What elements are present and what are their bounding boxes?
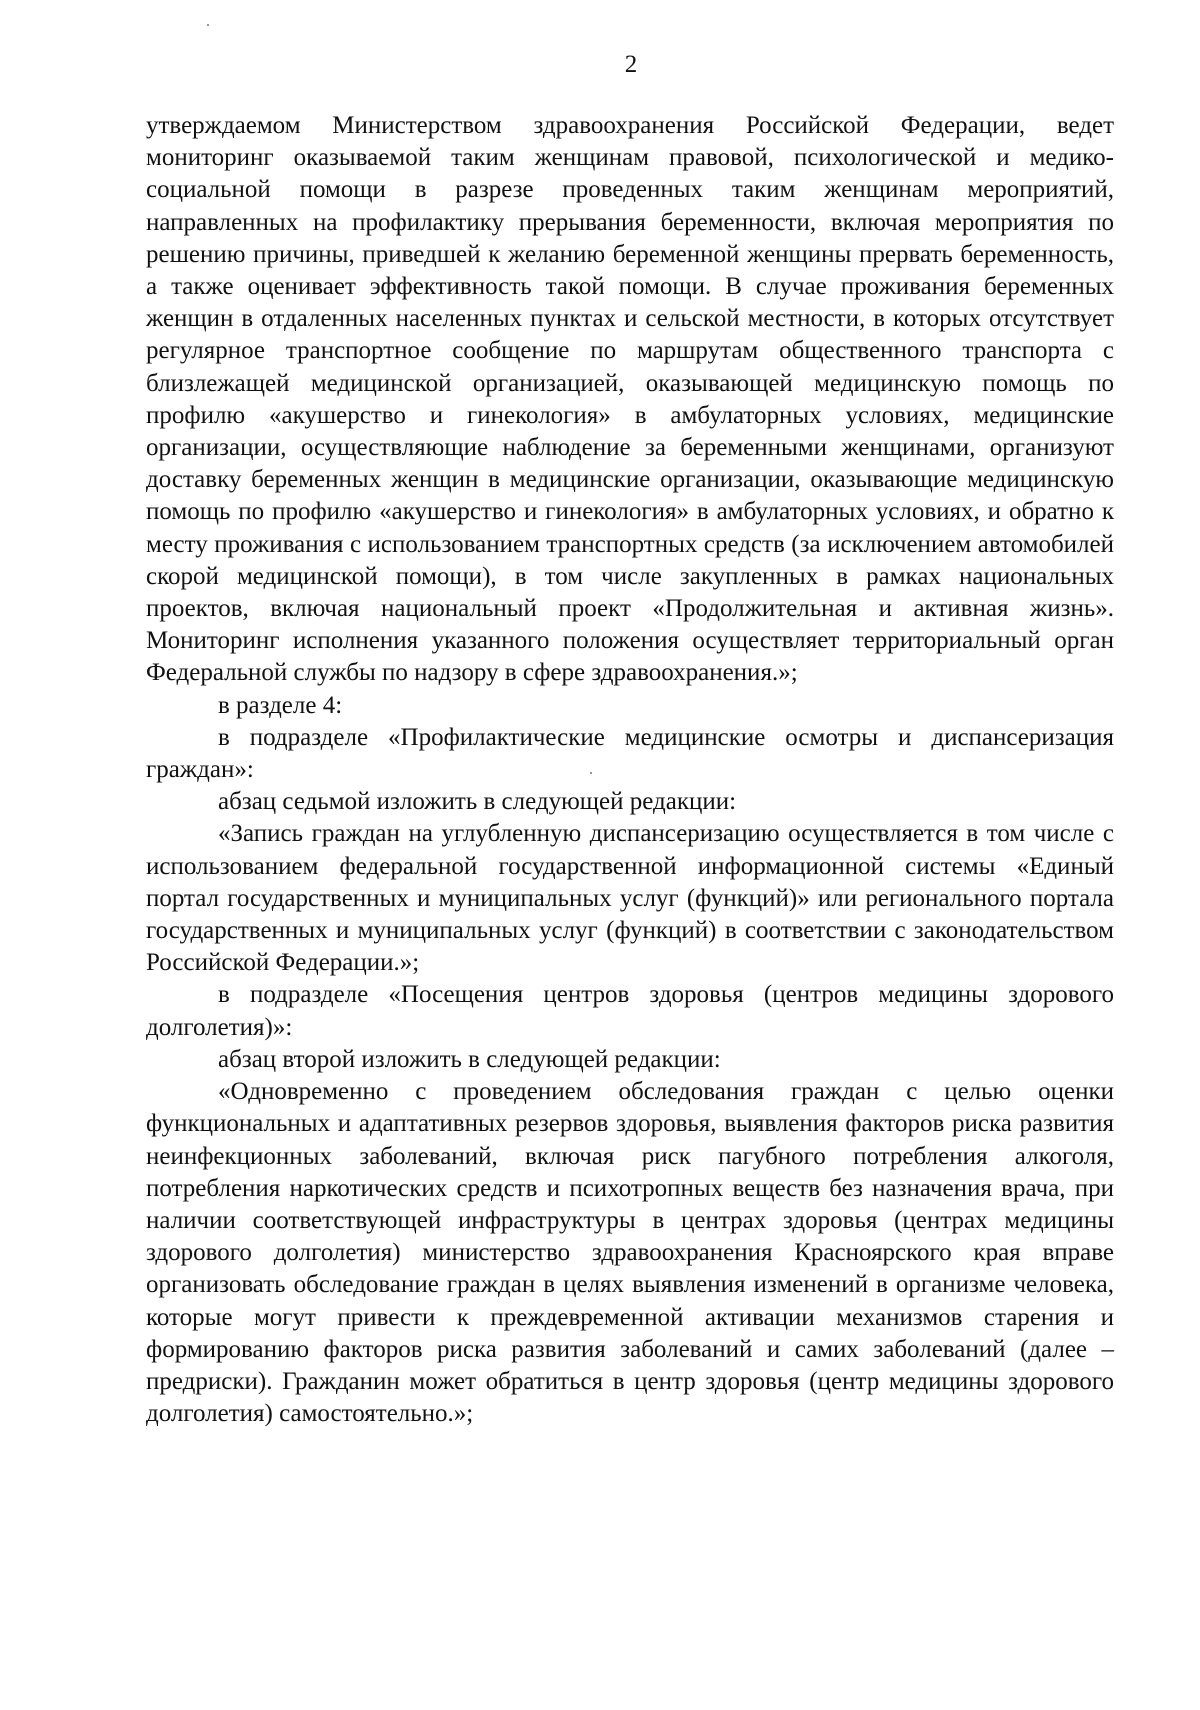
paragraph-amend-second: абзац второй изложить в следующей редакции: bbox=[218, 1045, 721, 1073]
scan-speck bbox=[590, 772, 592, 774]
paragraph-quote-dispensarization: «Запись граждан на углубленную диспансеризацию осуществляется в том числе с использованием федеральной государственной информационной системы «Единый портал государственных и муниципальных услуг (функций)» или регионального портала государственных и муниципальных услуг (функций) в соответствии с законодательством Российской Федерации.»; bbox=[146, 820, 1114, 977]
paragraph-quote-examination: «Одновременно с проведением обследования граждан с целью оценки функциональных и адаптативных резервов здоровья, выявления факторов риска развития неинфекционных заболеваний, включая риск пагубного потребления алкоголя, потребления наркотических средств и психотропных веществ без назначения врача, при наличии соответствующей инфраструктуры в центрах здоровья (центрах медицины здорового долголетия) министерство здравоохранения Красноярского края вправе организовать обследование граждан в целях выявления изменений в организме человека, которые могут привести к преждевременной активации механизмов старения и формированию факторов риска развития заболеваний и самих заболеваний (далее – предриски). Гражданин может обратиться в центр здоровья (центр медицины здорового долголетия) самостоятельно.»; bbox=[146, 1078, 1114, 1428]
paragraph-continuation: утверждаемом Министерством здравоохранения Российской Федерации, ведет мониторинг оказываемой таким женщинам правовой, психологической и медико-социальной помощи в разрезе проведенных таким женщинам мероприятий, направленных на профилактику прерывания беременности, включая мероприятия по решению причины, приведшей к желанию беременной женщины прервать беременность, а также оценивает эффективность такой помощи. В случае проживания беременных женщин в отдаленных населенных пунктах и сельской местности, в которых отсутствует регулярное транспортное сообщение по маршрутам общественного транспорта с близлежащей медицинской организацией, оказывающей медицинскую помощь по профилю «акушерство и гинекология» в амбулаторных условиях, медицинские организации, осуществляющие наблюдение за беременными женщинами, организуют доставку беременных женщин в медицинские организации, оказывающие медицинскую помощь по профилю «акушерство и гинекология» в амбулаторных условиях, и обратно к месту проживания с использованием транспортных средств (за исключением автомобилей скорой медицинской помощи), в том числе закупленных в рамках национальных проектов, включая национальный проект «Продолжительная и активная жизнь». Мониторинг исполнения указанного положения осуществляет территориальный орган Федеральной службы по надзору в сфере здравоохранения.»; bbox=[146, 112, 1114, 687]
page-number: 2 bbox=[624, 51, 638, 78]
paragraph-amend-seventh: абзац седьмой изложить в следующей редакции: bbox=[218, 788, 737, 816]
paragraph-subsection-health-centers: в подразделе «Посещения центров здоровья (центров медицины здорового долголетия)»: bbox=[146, 981, 1114, 1041]
paragraph-section-4: в разделе 4: bbox=[218, 691, 343, 719]
paragraph-subsection-preventive-exams: в подразделе «Профилактические медицинские осмотры и диспансеризация граждан»: bbox=[146, 723, 1114, 784]
document-body bbox=[146, 110, 1114, 1430]
scan-speck bbox=[207, 24, 209, 26]
